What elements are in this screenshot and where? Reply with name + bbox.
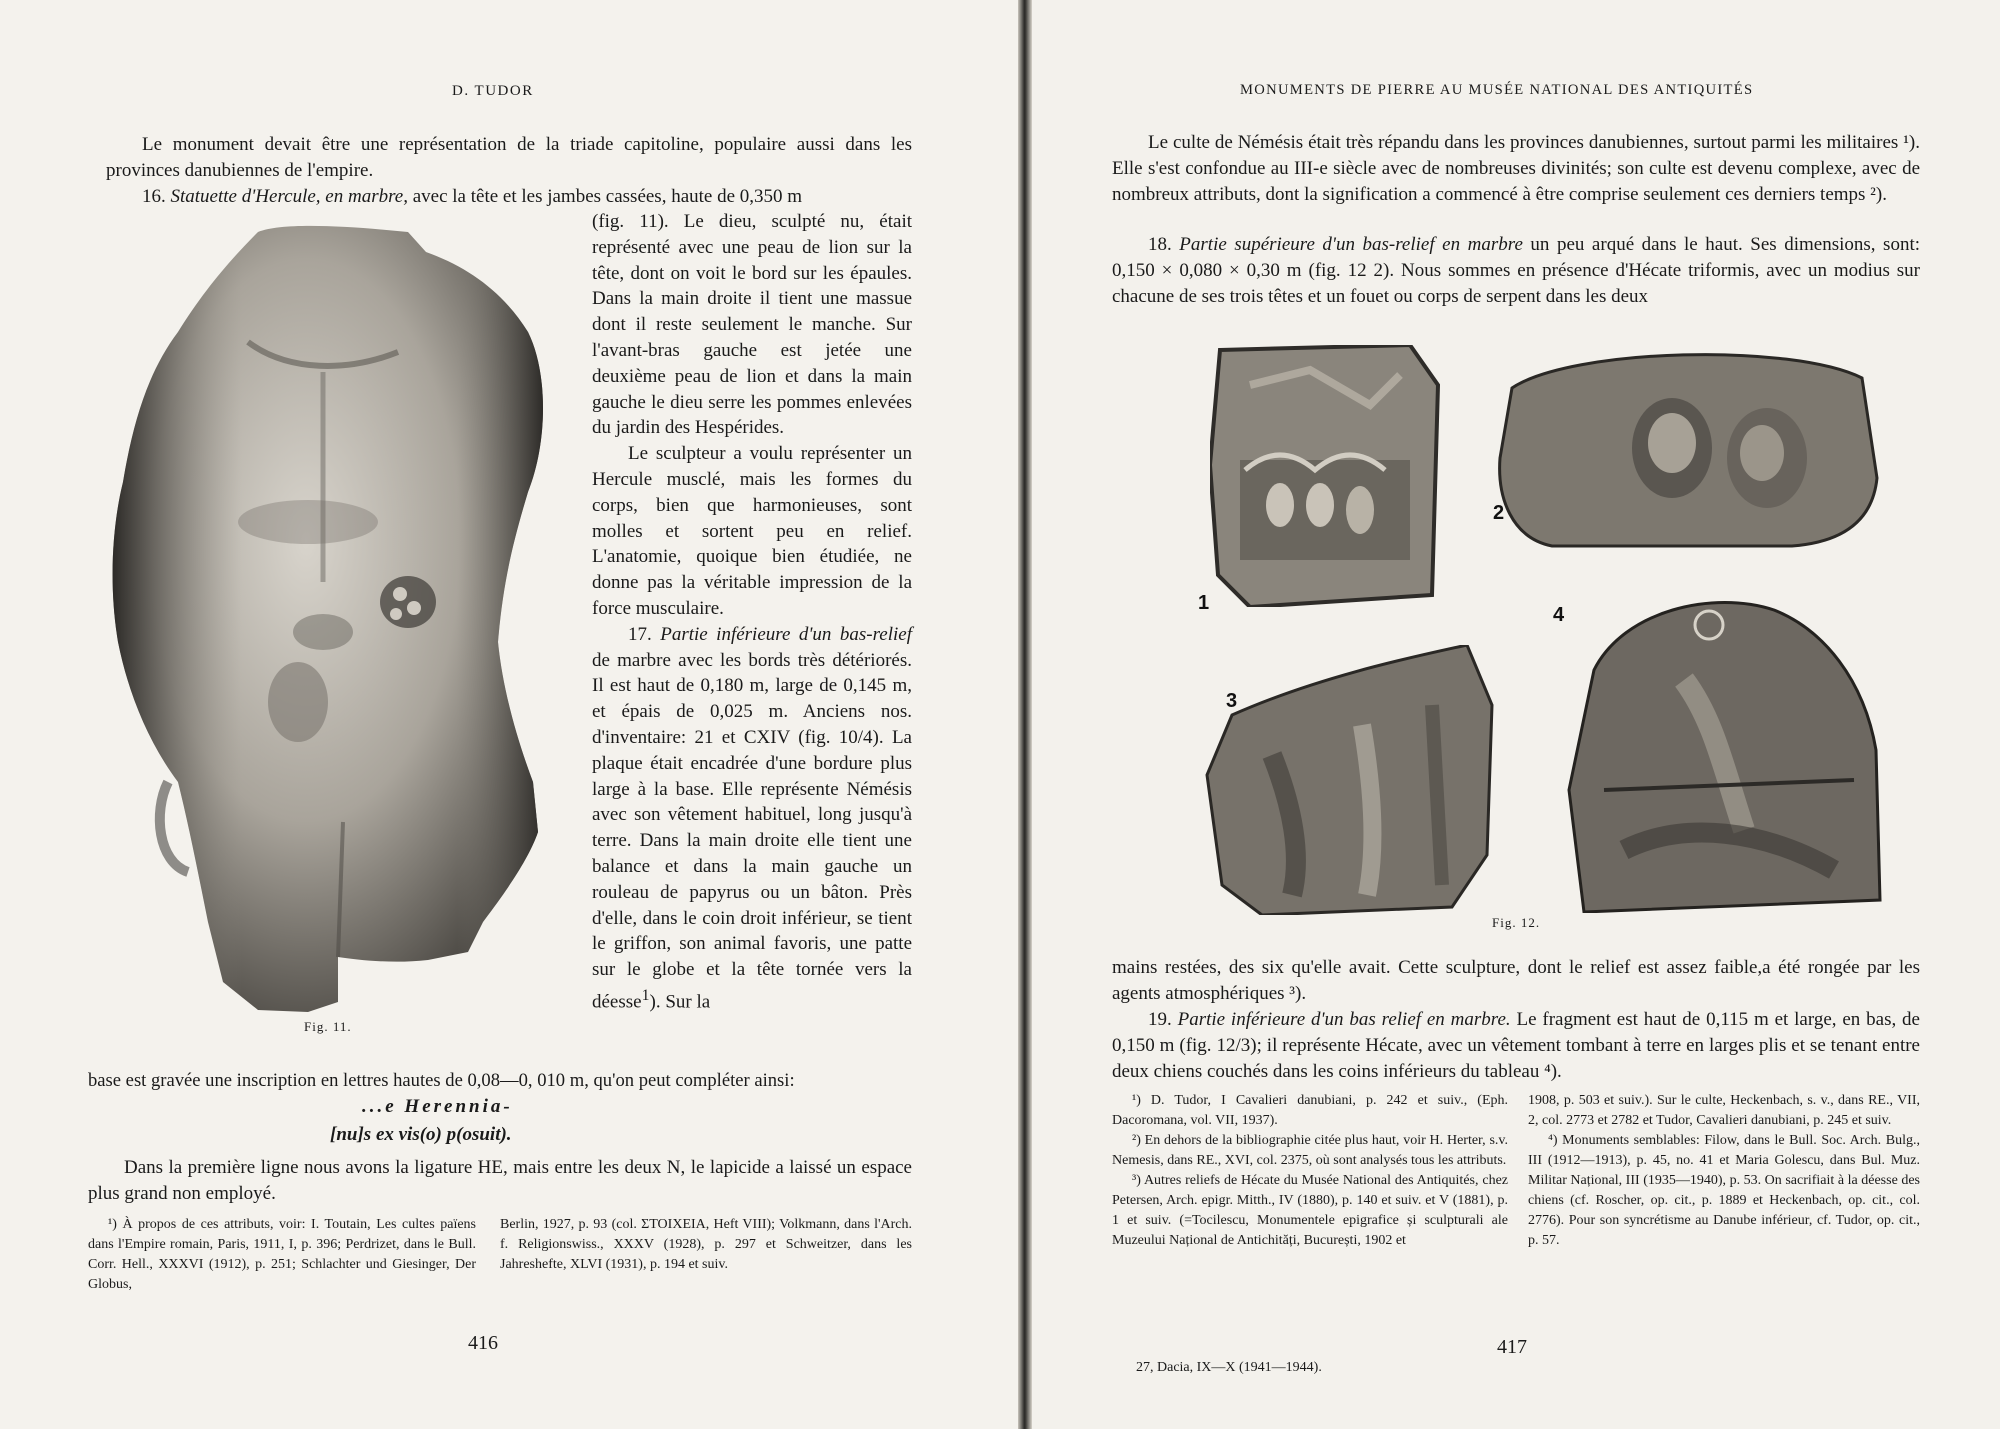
inscription-intro: base est gravée une inscription en lettres hautes de 0,08—0, 010 m, qu'on peut compléter ainsi:	[88, 1070, 795, 1091]
paragraph-nemesis	[1112, 130, 1920, 207]
paragraph-text: mains restées, des six qu'elle avait. Cette sculpture, dont le relief est assez faible,a été rongée par les agents atmosphériques ³).	[1112, 957, 1920, 1004]
item-number: 17.	[628, 623, 652, 645]
figure-label-1: 1	[1198, 592, 1210, 614]
item-18	[1112, 232, 1920, 309]
figure-label-2: 2	[1493, 502, 1505, 524]
hercules-statue-photo	[108, 222, 562, 1012]
footnote-1: ¹) D. Tudor, I Cavalieri danubiani, p. 242 et suiv., (Eph. Dacoromana, vol. VII, 1937).	[1112, 1093, 1508, 1128]
footnote-text: ¹) À propos de ces attributs, voir: I. Toutain, Les cultes païens dans l'Empire romain, Paris, 1911, I, p. 396; Perdrizet, dans le Bull. Corr. Hell., XXXVI (1912), p. 251; Schlachter und Giesinger, Der Globus,	[88, 1217, 476, 1292]
inscription-text: s ex vis(o) p(osuit).	[363, 1124, 512, 1145]
footnote-ref: 1	[641, 986, 650, 1004]
footnote-3-cont: 1908, p. 503 et suiv.). Sur le culte, Heckenbach, s. v., dans RE., VII, 2, col. 2773 et 2782 et Tudor, Cavalieri danubiani, p. 245 et suiv.	[1528, 1093, 1920, 1128]
relief-photo-3	[1202, 645, 1502, 915]
relief-photo-2	[1492, 348, 1882, 548]
inscription-line-1: ...e Herennia-	[362, 1096, 513, 1117]
item-title: Partie supérieure d'un bas-relief en marbre	[1179, 234, 1523, 255]
footnote-4: ⁴) Monuments semblables: Filow, dans le Bull. Soc. Arch. Bulg., III (1912—1913), p. 45, no. 41 et Maria Golescu, dans Bul. Muz. Militar Național, III (1935—1940), p. 53. On sacrifiait à la déesse des chiens (cf. Roscher, op. cit., p. 1889 et Heckenbach, op. cit., col. 2776). Pour son syncrétisme au Danube inférieur, cf. Tudor, op. cit., p. 57.	[1528, 1133, 1920, 1248]
figure-caption: Fig. 12.	[1492, 915, 1541, 930]
item-16-text-2: Le sculpteur a voulu représenter un Hercule musclé, mais les formes du corps, bien que harmonieuses, sont molles et sortent peu en relief. L'anatomie, quoique bien étudiée, ne donne pas la véritable impression de la force musculaire.	[592, 443, 912, 619]
paragraph-triade	[106, 132, 912, 184]
footnote-text: Berlin, 1927, p. 93 (col. ΣΤΟΙΧΕΙΑ, Heft VIII); Volkmann, dans l'Arch. f. Religionswiss., XXXV (1928), p. 297 et Schweitzer, dans les Jahreshefte, XLVI (1931), p. 194 et suiv.	[500, 1217, 912, 1272]
inscription-line-2	[330, 1124, 512, 1146]
item-16-text: (fig. 11). Le dieu, sculpté nu, était représenté avec une peau de lion sur la tête, dont on voit le bord sur les épaules. Dans la main droite il tient une massue dont il reste seulement le manche. Sur l'avant-bras gauche est jetée une deuxième peau de lion et dans la main gauche le dieu serre les pommes enlevées du jardin des Hespérides.	[592, 211, 912, 439]
item-title: Statuette d'Hercule, en marbre,	[170, 186, 408, 207]
running-head: MONUMENTS DE PIERRE AU MUSÉE NATIONAL DES ANTIQUITÉS	[1240, 82, 1754, 98]
right-page	[1032, 0, 2000, 1429]
notes-column-1	[1112, 1091, 1508, 1251]
book-gutter	[1018, 0, 1032, 1429]
figure-caption: Fig. 11.	[304, 1019, 352, 1034]
item-tail: ). Sur la	[649, 991, 711, 1013]
signature-line: 27, Dacia, IX—X (1941—1944).	[1136, 1360, 1322, 1375]
paragraph-text: Dans la première ligne nous avons la ligature HE, mais entre les deux N, le lapicide a laissé un espace plus grand non employé.	[88, 1157, 912, 1204]
page-number: 416	[468, 1332, 498, 1354]
footnote-column-2	[500, 1215, 912, 1275]
paragraph-text: Le monument devait être une représentation de la triade capitoline, populaire aussi dans les provinces danubiennes de l'empire.	[106, 134, 912, 181]
footnote-3: ³) Autres reliefs de Hécate du Musée National des Antiquités, chez Petersen, Arch. epigr. Mitth., IV (1880), p. 140 et suiv. et V (1881), p. 1 et suiv. (=Tocilescu, Monumentele epigrafice și sculpturali ale Muzeului Național de Antichități, București, 1902 et	[1112, 1173, 1508, 1248]
figure-label-3: 3	[1226, 690, 1238, 712]
item-text: de marbre avec les bords très détériorés. Il est haut de 0,180 m, large de 0,145 m, et épais de 0,025 m. Anciens nos. d'inventaire: 21 et CXIV (fig. 10/4). La plaque était encadrée d'une bordure plus large à la base. Elle représente Némésis avec son vêtement habituel, long jusqu'à terre. Dans la main droite elle tient une balance et dans la main gauche un rouleau de papyrus ou un bâton. Près d'elle, dans le coin droit inférieur, se tient le griffon, son animal favoris, une patte sur le globe et la tête tornée vers la déesse	[592, 649, 912, 1013]
footnote-column-1	[88, 1215, 476, 1295]
paragraph-after-figure	[1112, 955, 1920, 1007]
item-19	[1112, 1007, 1920, 1084]
narrow-column	[592, 209, 912, 1015]
item-text: Le fragment est haut de 0,115 m et large, en bas, de 0,150 m (fig. 12/3); il représente Hécate, avec un vêtement tombant à terre en larges plis et se tenant entre deux chiens couchés dans les coins inférieurs du tableau ⁴).	[1112, 1009, 1920, 1082]
item-text: un peu arqué dans le haut. Ses dimensions, sont: 0,150 × 0,080 × 0,30 m (fig. 12 2). Nous sommes en présence d'Hécate triformis, avec un modius sur chacune de ses trois têtes et un fouet ou corps de serpent dans les deux	[1112, 234, 1921, 307]
item-16-heading-line	[106, 184, 912, 210]
relief-photo-1	[1210, 345, 1440, 607]
footnote-2: ²) En dehors de la bibliographie citée plus haut, voir H. Herter, s.v. Nemesis, dans RE., XVI, col. 2375, où sont analysés tous les attributs.	[1112, 1133, 1508, 1168]
figure-label-4: 4	[1553, 604, 1565, 626]
running-head: D. TUDOR	[452, 83, 534, 99]
paragraph-text: Le culte de Némésis était très répandu dans les provinces danubiennes, surtout parmi les militaires ¹). Elle s'est confondue au III-e siècle avec de nombreuses divinités; son culte est devenu complexe, avec de nombreux attributs, dont la signification a commencé à être comprise seulement ces derniers temps ²).	[1112, 132, 1920, 205]
item-number: 18.	[1148, 234, 1172, 255]
item-17	[592, 622, 912, 1015]
item-number: 19.	[1148, 1009, 1172, 1030]
notes-column-2	[1528, 1091, 1920, 1251]
page-number: 417	[1497, 1336, 1527, 1358]
relief-photo-4	[1564, 590, 1882, 913]
item-text: avec la tête et les jambes cassées, haute de 0,350 m	[407, 186, 803, 207]
item-title: Partie inférieure d'un bas-relief	[660, 623, 912, 645]
paragraph-ligature	[88, 1155, 912, 1207]
inscription-restored: [nu]	[330, 1124, 364, 1145]
item-number: 16.	[142, 186, 166, 207]
item-title: Partie inférieure d'un bas relief en marbre.	[1177, 1009, 1511, 1030]
